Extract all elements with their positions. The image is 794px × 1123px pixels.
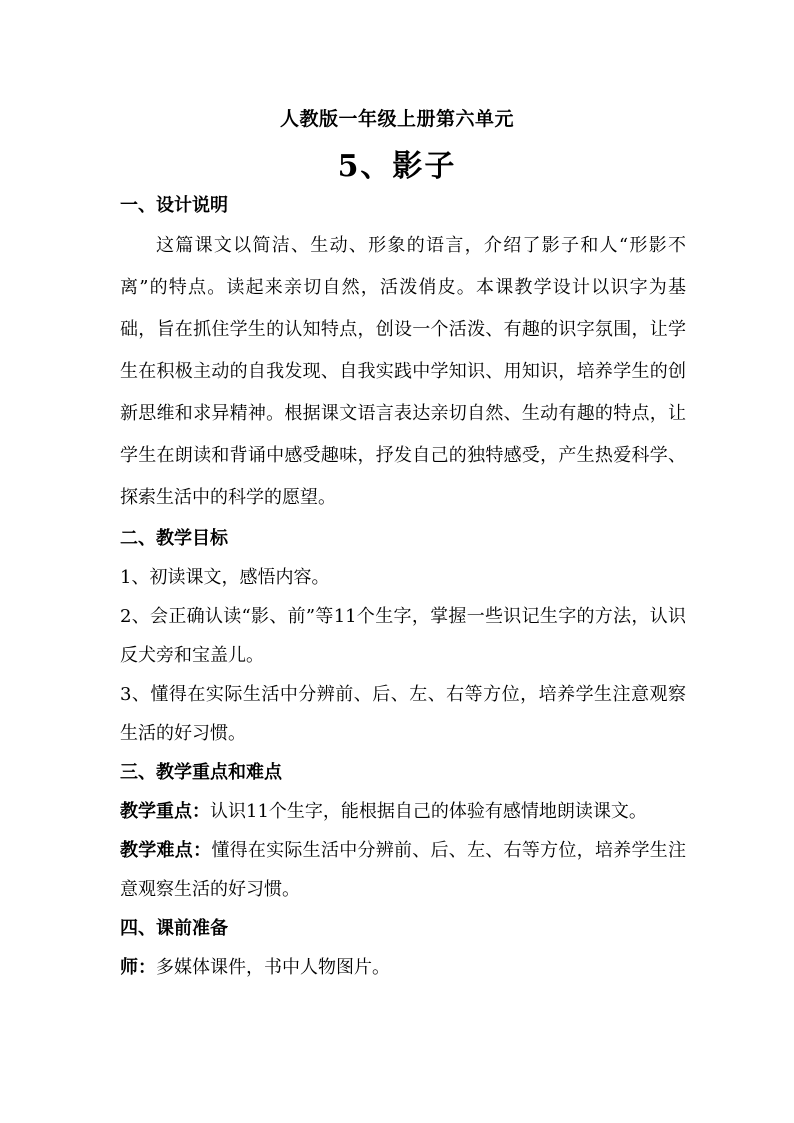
- teacher-preparation-text: 多媒体课件，书中人物图片。: [156, 957, 390, 978]
- goal-item-2: 2、会正确认读“影、前”等11个生字，掌握一些识记生字的方法，认识反犬旁和宝盖儿。: [120, 606, 686, 666]
- section-heading-design: 一、设计说明: [120, 195, 228, 216]
- key-point-label: 教学重点：: [120, 801, 210, 822]
- teacher-preparation-line: [120, 948, 686, 987]
- section-heading-preparation: 四、课前准备: [120, 918, 228, 939]
- difficult-point-label: 教学难点：: [120, 840, 212, 861]
- difficult-point-text: 懂得在实际生活中分辨前、后、左、右等方位，培养学生注意观察生活的好习惯。: [120, 840, 687, 900]
- document-body: [120, 186, 686, 987]
- goal-item-3: 3、懂得在实际生活中分辨前、后、左、右等方位，培养学生注意观察生活的好习惯。: [120, 684, 686, 744]
- key-point-text: 认识11个生字，能根据自己的体验有感情地朗读课文。: [210, 801, 647, 822]
- design-description-paragraph: 这篇课文以简洁、生动、形象的语言，介绍了影子和人“形影不离”的特点。读起来亲切自然，活泼俏皮。本课教学设计以识字为基础，旨在抓住学生的认知特点，创设一个活泼、有趣的识字氛围，让学生在积极主动的自我发现、自我实践中学知识、用知识，培养学生的创新思维和求异精神。根据课文语言表达亲切自然、生动有趣的特点，让学生在朗读和背诵中感受趣味，抒发自己的独特感受，产生热爱科学、探索生活中的科学的愿望。: [120, 235, 686, 508]
- teacher-label: 师：: [120, 957, 156, 978]
- section-heading-key-points: 三、教学重点和难点: [120, 762, 282, 783]
- document-subtitle: 人教版一年级上册第六单元: [279, 108, 514, 130]
- goal-item-1: 1、初读课文，感悟内容。: [120, 567, 330, 588]
- difficult-point-line: [120, 831, 686, 909]
- document-title: 5、影子: [337, 149, 457, 184]
- key-point-line: [120, 792, 686, 831]
- section-heading-goals: 二、教学目标: [120, 528, 228, 549]
